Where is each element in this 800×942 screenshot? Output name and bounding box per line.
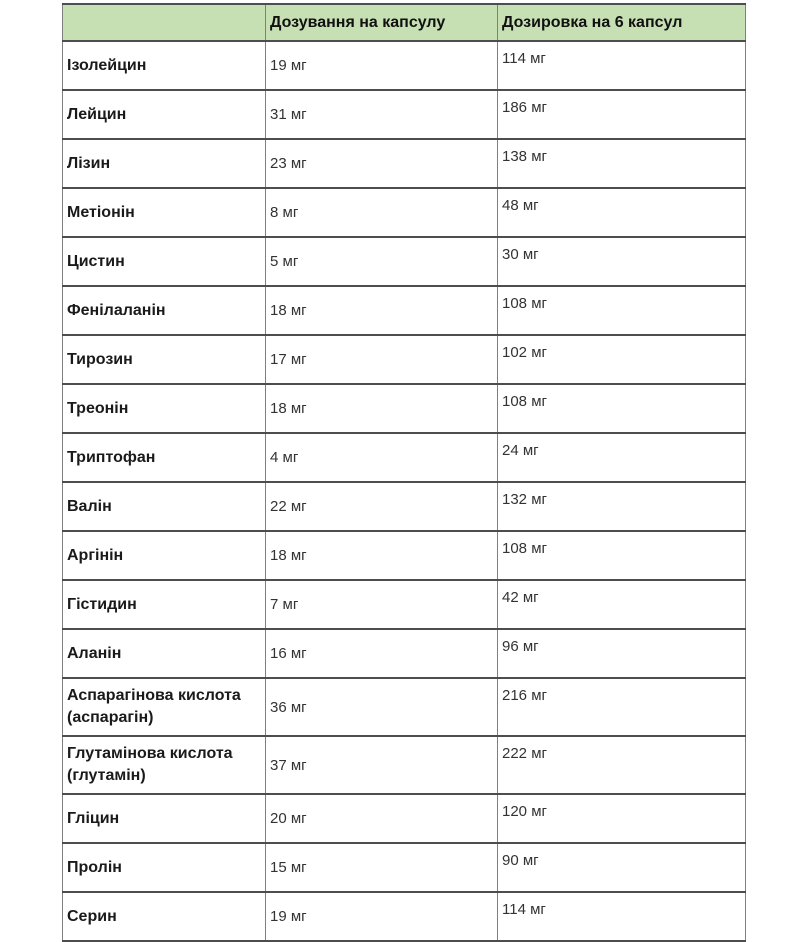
per-6-capsules-value: 222 мг [498, 736, 746, 794]
per-6-capsules-value: 108 мг [498, 531, 746, 580]
per-6-capsules-value: 132 мг [498, 482, 746, 531]
per-6-capsules-value: 48 мг [498, 188, 746, 237]
amino-acid-name: Серин [63, 892, 266, 941]
per-capsule-value: 19 мг [266, 892, 498, 941]
per-capsule-value: 4 мг [266, 433, 498, 482]
per-6-capsules-value: 108 мг [498, 384, 746, 433]
per-capsule-value: 18 мг [266, 531, 498, 580]
per-6-capsules-value: 30 мг [498, 237, 746, 286]
amino-acid-dosage-table [62, 3, 746, 942]
per-6-capsules-value: 96 мг [498, 629, 746, 678]
per-capsule-value: 8 мг [266, 188, 498, 237]
per-capsule-value: 15 мг [266, 843, 498, 892]
per-capsule-value: 18 мг [266, 384, 498, 433]
per-capsule-value: 5 мг [266, 237, 498, 286]
per-6-capsules-value: 90 мг [498, 843, 746, 892]
per-capsule-value: 17 мг [266, 335, 498, 384]
per-capsule-value: 31 мг [266, 90, 498, 139]
table-row [63, 286, 746, 335]
per-capsule-value: 37 мг [266, 736, 498, 794]
table-header [63, 4, 746, 41]
amino-acid-name: Пролін [63, 843, 266, 892]
per-capsule-value: 20 мг [266, 794, 498, 843]
amino-acid-name: Метіонін [63, 188, 266, 237]
amino-acid-name: Гліцин [63, 794, 266, 843]
table-row [63, 188, 746, 237]
amino-acid-name: Гістидин [63, 580, 266, 629]
amino-acid-name: Лізин [63, 139, 266, 188]
amino-acid-name: Лейцин [63, 90, 266, 139]
per-6-capsules-value: 114 мг [498, 41, 746, 90]
amino-acid-name: Глутамінова кислота (глутамін) [63, 736, 266, 794]
header-dosage-per-6-capsules: Дозировка на 6 капсул [498, 4, 746, 41]
amino-acid-name: Цистин [63, 237, 266, 286]
table-row [63, 892, 746, 941]
per-capsule-value: 16 мг [266, 629, 498, 678]
table-row [63, 580, 746, 629]
header-empty-cell [63, 4, 266, 41]
per-6-capsules-value: 216 мг [498, 678, 746, 736]
per-6-capsules-value: 114 мг [498, 892, 746, 941]
per-6-capsules-value: 138 мг [498, 139, 746, 188]
table-row [63, 335, 746, 384]
amino-acid-name: Ізолейцин [63, 41, 266, 90]
amino-acid-name: Фенілаланін [63, 286, 266, 335]
table-row [63, 678, 746, 736]
per-6-capsules-value: 42 мг [498, 580, 746, 629]
amino-acid-name: Валін [63, 482, 266, 531]
amino-acid-name: Тирозин [63, 335, 266, 384]
per-capsule-value: 19 мг [266, 41, 498, 90]
per-capsule-value: 23 мг [266, 139, 498, 188]
amino-acid-name: Треонін [63, 384, 266, 433]
table-row [63, 531, 746, 580]
table-row [63, 736, 746, 794]
table-row [63, 794, 746, 843]
table-row [63, 629, 746, 678]
table-row [63, 139, 746, 188]
per-6-capsules-value: 186 мг [498, 90, 746, 139]
amino-acid-name: Триптофан [63, 433, 266, 482]
per-capsule-value: 18 мг [266, 286, 498, 335]
per-6-capsules-value: 108 мг [498, 286, 746, 335]
per-6-capsules-value: 102 мг [498, 335, 746, 384]
amino-acid-name: Аланін [63, 629, 266, 678]
table-row [63, 482, 746, 531]
header-row [63, 4, 746, 41]
table-row [63, 90, 746, 139]
table-row [63, 41, 746, 90]
amino-acid-name: Аспарагінова кислота (аспарагін) [63, 678, 266, 736]
table-row [63, 843, 746, 892]
table-row [63, 384, 746, 433]
per-capsule-value: 7 мг [266, 580, 498, 629]
per-6-capsules-value: 120 мг [498, 794, 746, 843]
per-capsule-value: 22 мг [266, 482, 498, 531]
per-capsule-value: 36 мг [266, 678, 498, 736]
table-row [63, 433, 746, 482]
table-body [63, 41, 746, 941]
table-row [63, 237, 746, 286]
amino-acid-name: Аргінін [63, 531, 266, 580]
header-dosage-per-capsule: Дозування на капсулу [266, 4, 498, 41]
per-6-capsules-value: 24 мг [498, 433, 746, 482]
